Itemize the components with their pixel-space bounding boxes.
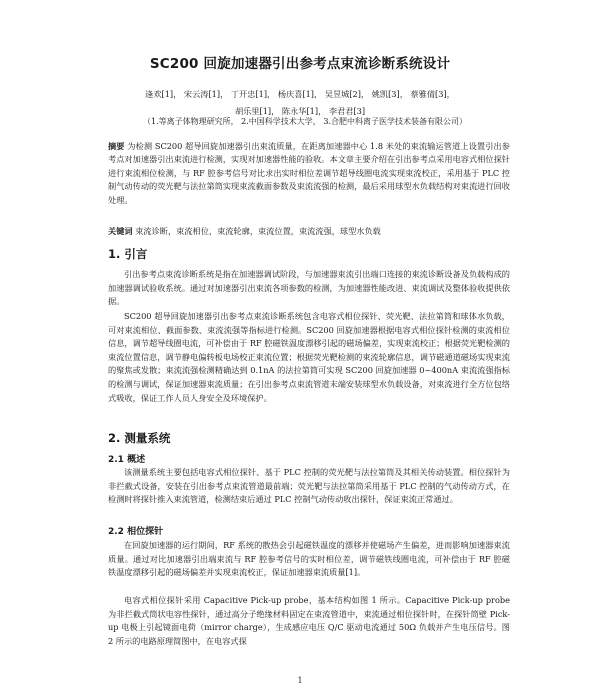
section-2-1-heading: 2.1 概述 (108, 455, 146, 465)
section-2-2-paragraph-2: 电容式相位探针采用 Capacitive Pick-up probe，基本结构如图 1 所示。Capacitive Pick-up probe 为非拦截式筒状电容性探针，通过高分子绝缘材料固定在束流管道中，束流通过相位探针时，在探针筒壁 Pick-up 电极上引起镜面电荷（mirror charge），生成感应电压 Q/C 驱动电流通过 50Ω 负载并产生电压信号。图 2 所示的电路原理简图中，在电容式探 (108, 595, 510, 646)
section-2-2-heading: 2.2 相位探针 (108, 527, 164, 537)
affiliations: （1.等离子体物理研究所， 2.中国科学技术大学， 3.合肥中科离子医学技术装备有限公司） (143, 117, 467, 126)
keywords-label: 关键词 (108, 226, 133, 236)
section-1-paragraph-1: 引出参考点束流诊断系统是指在加速器调试阶段，与加速器束流引出端口连接的束流诊断设备及负载构成的加速器调试验收系统。通过对加速器引出束流各项参数的检测，为加速器性能改进、束流调试及整体验收提供依据。 (108, 269, 510, 307)
abstract-label: 摘要 (108, 141, 125, 151)
abstract-text: 为检测 SC200 超导回旋加速器引出束流质量，在距离加速器中心 1.8 米处的束流输运管道上设置引出参考点对加速器引出束流进行检测，实现对加速器性能的验收。本文章主要介绍在引出参考点采用电容式相位探针进行束流相位检测，与 RF 腔参考信号对比求出实时相位差调节超导线圈电流实现束流校正，采用基于 PLC 控制气动传动的荧光靶与法拉第筒实现束流截面参数及束流流强的检测，最后采用球型水负载结构对束流进行回收处理。 (108, 141, 510, 205)
section-1-heading: 1. 引言 (108, 247, 148, 261)
section-2-heading: 2. 测量系统 (108, 431, 171, 445)
author-list (90, 86, 510, 120)
paper-title: SC200 回旋加速器引出参考点束流诊断系统设计 (149, 56, 451, 72)
author-line-2: 胡乐里[1]， 陈永华[1]， 李君君[3] (234, 106, 366, 116)
keywords-text: 束流诊断，束流相位，束流轮廓，束流位置，束流流强，球型水负载 (135, 226, 381, 236)
keywords (108, 226, 510, 237)
section-1-paragraph-2: SC200 超导回旋加速器引出参考点束流诊断系统包含电容式相位探针、荧光靶、法拉第筒和球体水负载，可对束流相位、截面参数、束流流强等指标进行检测。SC200 回旋加速器根据电容式相位探针检测的束流相位信息，调节超导线圈电流，可补偿由于 RF 腔磁铁温度漂移引起的磁场偏差，实现束流校正；根据荧光靶检测的束流位置信息，调节静电偏转板电场校正束流位置；根据荧光靶检测的束流轮廓信息，调节磁通道磁场实现束流的聚焦或发散；束流流强检测精确达到 0.1nA 的法拉第筒可实现 SC200 回旋加速器 0~400nA 束流流强指标的检测与调试，保证加速器束流质量；在引出参考点束流管道末端安装球型水负载设备，对束流进行全方位包络式吸收，保证工作人员人身安全及环境保护。 (108, 311, 510, 403)
author-line-1: 逢欢[1]， 宋云涛[1]， 丁开忠[1]， 杨庆喜[1]， 吴昱城[2]， 姚凯[3]， 蔡雅倩[3]， (145, 89, 455, 99)
section-2-2-paragraph-1: 在回旋加速器的运行期间，RF 系统的散热会引起磁铁温度的漂移并使磁场产生偏差，进而影响加速器束流质量。通过对比加速器引出端束流与 RF 腔参考信号的实时相位差，调节磁铁线圈电流，可补偿由于 RF 腔磁铁温度漂移引起的磁场偏差并实现束流校正，保证加速器束流质量[1]。 (108, 540, 510, 578)
abstract (108, 140, 510, 207)
section-2-1-paragraph: 该测量系统主要包括电容式相位探针、基于 PLC 控制的荧光靶与法拉第筒及其相关传动装置。相位探针为非拦截式设备，安装在引出参考点束流管道最前端；荧光靶与法拉第筒采用基于 PLC 控制的气动传动方式，在检测时将探针推入束流管道，检测结束后通过 PLC 控制气动传动收出探针，保证束流正常通过。 (108, 467, 510, 505)
page-number: 1 (297, 676, 303, 685)
